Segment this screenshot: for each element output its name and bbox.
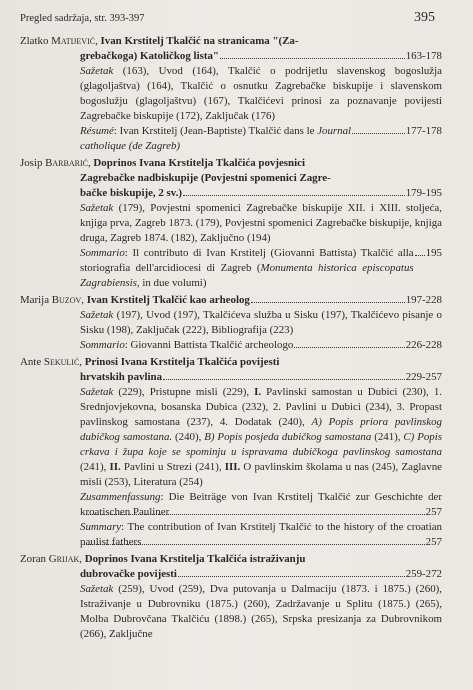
author: Josip Barbarić, bbox=[20, 157, 94, 169]
page-header bbox=[20, 10, 435, 26]
sommario: Sommario: Il contributo di Ivan Krstitelj (Giovanni Battista) Tkalčić alla storiografia dell'arcidiocesi di Zagreb (Monumenta historica episcopatus Zagrabiensis, in due volumi) 195 bbox=[80, 247, 442, 289]
page-range: 195 bbox=[425, 247, 442, 259]
article-title: bačke biskupije, 2 sv.) bbox=[80, 187, 182, 199]
author: Zlatko Matijević, bbox=[20, 35, 101, 47]
sazetak: Sažetak (259), Uvod (259), Dva putovanja u Dalmaciju (1873. i 1875.) (260), Istraživanje u Dubrovniku (1875.) (260), Zadržavanje u Splitu (1875.) (265), Molba Dubrovčana Tkalčiću (1898.) (265), Srpska presizanja za Dubrovnikom (266), Zaključne bbox=[80, 583, 442, 640]
summary: Summary: The contribution of Ivan Krstitelj Tkalčić to the history of the croatian paulist fathers bbox=[80, 521, 442, 548]
author: Marija Buzov, bbox=[20, 294, 87, 306]
article-title: grebačkoga) Katoličkog lista" bbox=[80, 50, 219, 62]
page-range: 177-178 bbox=[405, 125, 442, 137]
toc-entry bbox=[20, 156, 442, 291]
page-range: 259-272 bbox=[405, 568, 442, 580]
page-number: 395 bbox=[414, 10, 435, 25]
article-title: Prinosi Ivana Krstitelja Tkalčića povijesti bbox=[84, 356, 280, 368]
article-title: Doprinos Ivana Krstitelja Tkalčića istraživanju bbox=[84, 553, 306, 565]
table-of-contents bbox=[20, 34, 442, 644]
toc-entry bbox=[20, 355, 442, 550]
zusammenfassung: Zusammenfassung: Die Beiträge von Ivan Krstitelj Tkalčić zur Geschichte der kroatischen Pauliner bbox=[80, 491, 442, 518]
toc-entry bbox=[20, 552, 442, 642]
author: Ante Sekulić, bbox=[20, 356, 85, 368]
article-title: Ivan Krstitelj Tkalčić na stranicama "(Za- bbox=[100, 35, 299, 47]
sommario: Sommario: Giovanni Battista Tkalčić archeologo 226-228 bbox=[80, 339, 442, 351]
author: Zoran Grijak, bbox=[20, 553, 85, 565]
sazetak: Sažetak (229), Pristupne misli (229), I. Pavlinski samostan u Dubici (230), 1. Srednjovjekovna, bosanska Dubica (232), 2. Pavlini u Dubici (234), 3. Propast pavlinskog samostana (237), 4. Dodatak (240), A) Popis priora pavlinskog dubičkog samostana. (240), B) Popis posjeda dubičkog samostana (241), C) Popis crkava i župa koje se spominju u ispravama dubičkoga pavlinskog samostana (241), II. Pavlini u Strezi (241), III. O pavlinskim školama u nas (245), Zaglavne misli (253), Literatura (254) bbox=[80, 386, 443, 488]
toc-entry bbox=[20, 34, 442, 154]
page-range: 179-195 bbox=[405, 187, 442, 199]
sazetak: Sažetak (163), Uvod (164), Tkalčić o podrijetlu slavenskog bogoslužja (glagoljaštva) (164), Tkalčić o osnutku Zagrebačke biskupije i slavenskom bogoslužju (glagoljaštvu) (167), Tkalčićevi prinosi za poznavanje povijesti Zagrebačke biskupije (172), Zaključak (176) bbox=[80, 65, 442, 122]
article-title: Doprinos Ivana Krstitelja Tkalčića povjesnici bbox=[93, 157, 305, 169]
sazetak: Sažetak (197), Uvod (197), Tkalčićeva služba u Sisku (197), Tkalčićevo pisanje o Sisku (198), Zaključak (222), Bibliografija (223) bbox=[80, 309, 442, 336]
sazetak: Sažetak (179), Povjestni spomenici Zagrebačke biskupije XII. i XIII. stoljeća, knjiga prva, Zagreb 1873. (179), Povjestni spomenici Zagrebačke biskupije, knjiga druga, Zagreb 1874. (182), Zaključno (194) bbox=[80, 202, 442, 244]
page-range: 257 bbox=[425, 506, 442, 518]
article-title: dubrovačke povijesti bbox=[80, 568, 177, 580]
article-title: Ivan Krstitelj Tkalčić kao arheolog bbox=[86, 294, 250, 306]
toc-entry bbox=[20, 293, 442, 353]
running-title: Pregled sadržaja, str. 393-397 bbox=[20, 13, 145, 24]
page-range: 229-257 bbox=[405, 371, 442, 383]
resume: Résumé: Ivan Krstitelj (Jean-Baptiste) Tkalčić dans le Journal catholique (de Zagreb) 177-178 bbox=[80, 125, 442, 152]
page-range: 163-178 bbox=[405, 50, 442, 62]
page-range: 226-228 bbox=[405, 339, 442, 351]
article-title: hrvatskih pavlina bbox=[80, 371, 163, 383]
page-range: 257 bbox=[425, 536, 442, 548]
article-title: Zagrebačke nadbiskupije (Povjestni spomenici Zagre- bbox=[80, 172, 331, 184]
page-range: 197-228 bbox=[405, 294, 442, 306]
